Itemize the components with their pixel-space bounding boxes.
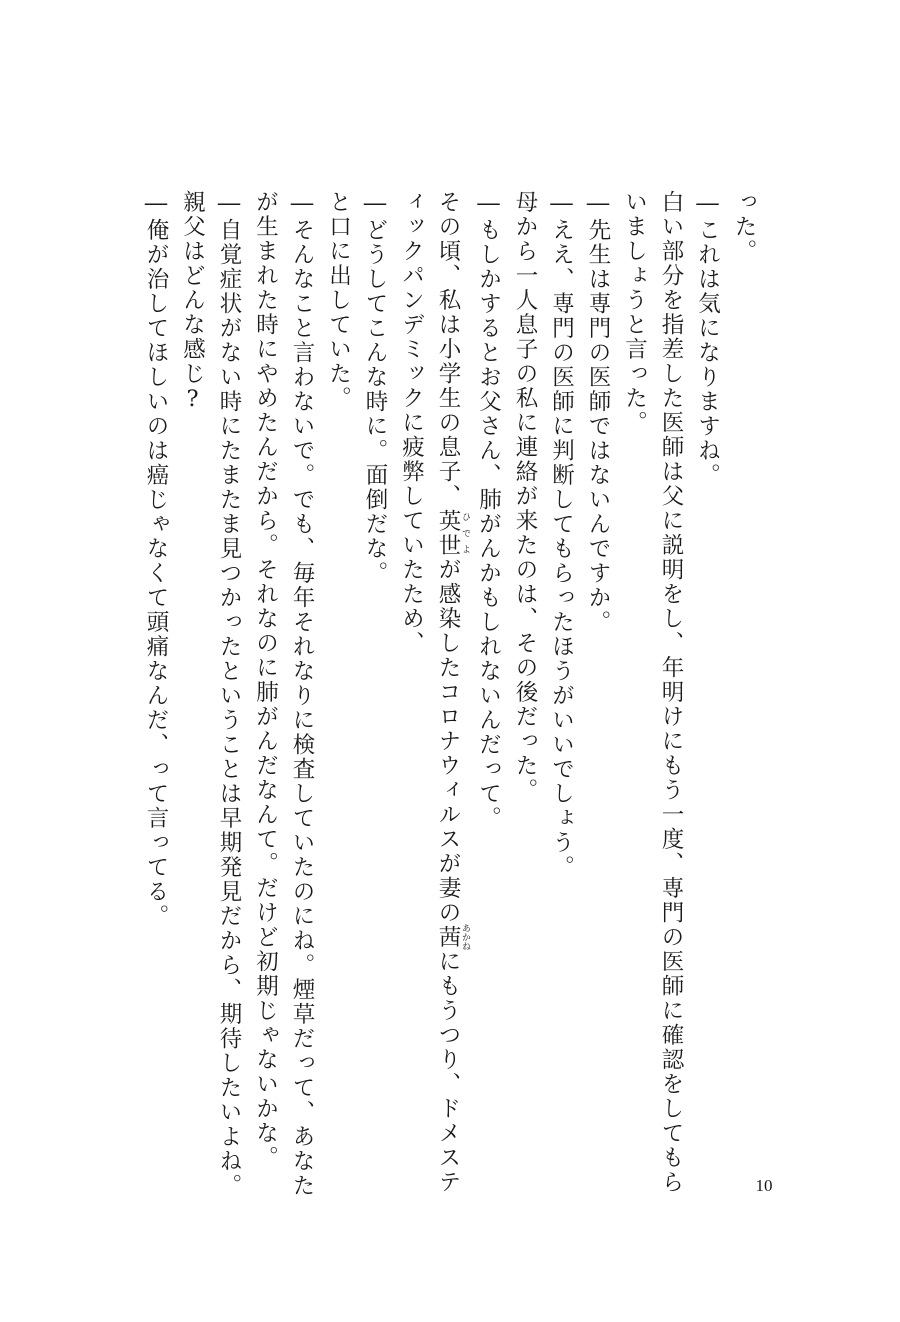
text-line: いましょうと言った。 [621, 190, 648, 435]
ruby-reading: あかね [460, 923, 470, 951]
text-line: 母から一人息子の私に連絡が来たのは、その後だった。 [512, 190, 538, 803]
vertical-text-body [122, 190, 762, 1198]
text-line: ―俺が治してほしいのは癌じゃなくて頭痛なんだ、って言ってる。 [143, 190, 169, 929]
ruby-base: 茜 [435, 923, 461, 951]
text-line: ―これは気になりますね。 [694, 190, 721, 488]
text-line: ―先生は専門の医師ではないんですか。 [585, 190, 611, 635]
text-line: ―もしかするとお父さん、肺がんかもしれないんだって。 [475, 190, 502, 831]
ruby-annotation [435, 508, 470, 558]
ruby-base: 英世 [435, 508, 461, 558]
text-line: と口に出していた。 [325, 190, 352, 411]
text-line: 親父はどんな感じ? [179, 190, 206, 414]
text-line: ―そんなこと言わないで。でも、毎年それなりに検査していたのにね。煙草だって、あなた [289, 190, 315, 1198]
text-line: ―自覚症状がない時にたまたま見つかったということは早期発見だから、期待したいよね。 [216, 190, 242, 1198]
text-line: ―どうしてこんな時に。面倒だな。 [362, 190, 388, 586]
text-segment: が感染したコロナウィルスが妻の [435, 557, 461, 925]
text-line: ―ええ、専門の医師に判断してもらったほうがいいでしょう。 [548, 190, 575, 880]
text-line: が生まれた時にやめたんだから。それなのに肺がんだなんて。だけど初期じゃないかな。 [252, 190, 279, 1170]
page-number: 10 [755, 1176, 773, 1195]
text-segment: にもうつり、ドメステ [435, 949, 461, 1195]
ruby-annotation [435, 923, 470, 951]
text-segment: その頃、私は小学生の息子、 [435, 190, 461, 509]
ruby-reading: ひでよ [460, 508, 470, 558]
text-line: ィックパンデミックに疲弊していたため、 [398, 190, 425, 656]
text-line: った。 [731, 190, 757, 264]
text-line-with-ruby [430, 190, 471, 1195]
text-line: 白い部分を指差した医師は父に説明をし、年明けにもう一度、専門の医師に確認をしてもら [658, 190, 684, 1195]
